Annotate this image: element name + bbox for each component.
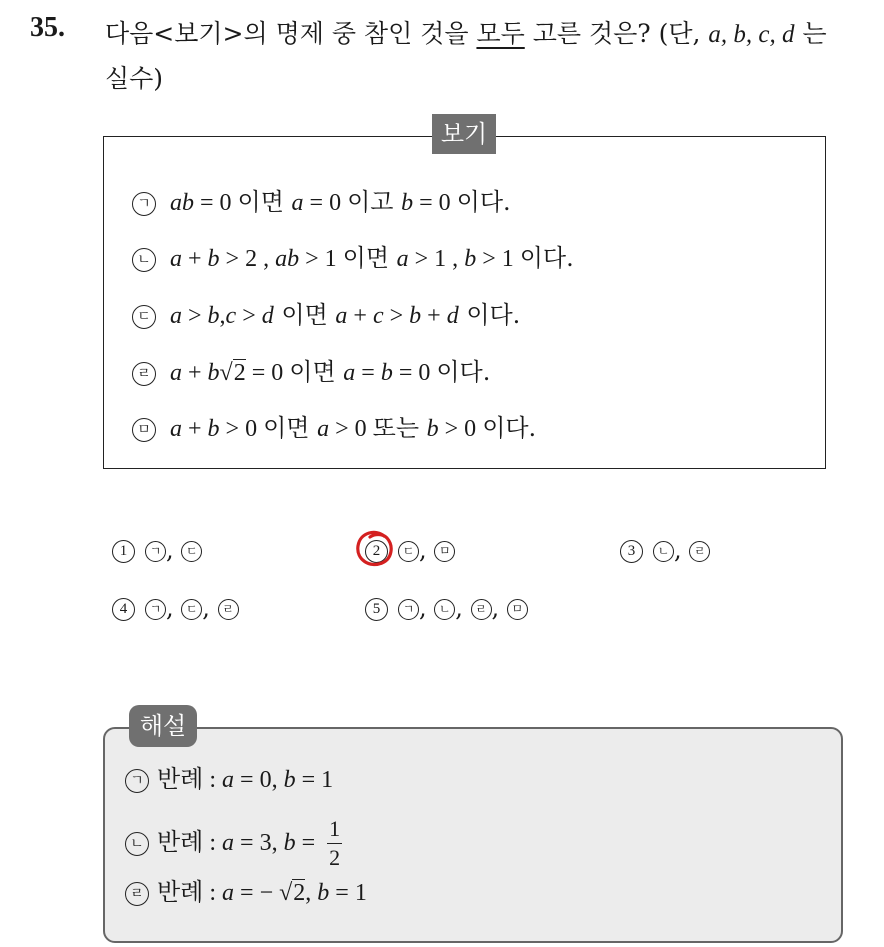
text: 이다. [456, 188, 511, 216]
math-op: > [182, 303, 208, 329]
choice-marker: ㄹ [689, 541, 710, 562]
explanation-item-2 [125, 816, 342, 870]
colon: : [203, 767, 223, 793]
choice-marker: ㄱ [145, 541, 166, 562]
explanation-label: 해설 [129, 705, 197, 747]
fraction-numerator: 1 [327, 818, 342, 844]
text: 이다. [519, 244, 574, 272]
math-term: d [446, 303, 459, 329]
math-term: b [207, 416, 220, 442]
math-op: = [295, 830, 322, 856]
math-op: > [383, 303, 410, 329]
choice-marker: ㅁ [434, 541, 455, 562]
math-op: > 0 [329, 416, 373, 442]
math-op: + [182, 416, 208, 442]
math-term: a [396, 246, 409, 272]
choice-3[interactable]: 3 ㄴ , ㄹ [620, 533, 710, 567]
math-op: = 1 [329, 880, 367, 906]
math-term: b [409, 303, 422, 329]
marker-nieun: ㄴ [125, 832, 149, 856]
math-term: ab [170, 190, 194, 216]
choice-marker: ㄹ [218, 599, 239, 620]
math-term: b [401, 190, 414, 216]
question-emphasis: 모두 [476, 19, 525, 48]
choice-marker: ㄴ [434, 599, 455, 620]
math-op: > [236, 303, 262, 329]
math-op: = 0 [194, 190, 238, 216]
bogi-item-2 [132, 241, 574, 275]
math-term: a [222, 880, 235, 906]
text: 이다. [436, 358, 491, 386]
question-text [105, 12, 865, 101]
math-term: a [222, 767, 235, 793]
choice-1[interactable]: 1 ㄱ , ㄷ [112, 533, 202, 567]
math-op: + [182, 246, 208, 272]
bogi-item-5 [132, 411, 536, 445]
text: 이다. [458, 301, 521, 329]
math-term: a [343, 360, 356, 386]
sqrt-radicand: 2 [293, 880, 306, 906]
text: 이고 [347, 188, 402, 216]
math-term: d [261, 303, 274, 329]
choice-marker: ㅁ [507, 599, 528, 620]
marker-nieun: ㄴ [132, 248, 156, 272]
math-term: a [170, 246, 182, 272]
math-op: > 2 , [219, 246, 276, 272]
text: 이면 [289, 358, 344, 386]
math-op: = [355, 360, 381, 386]
math-op: , [305, 880, 318, 906]
choice-number: 5 [365, 598, 388, 621]
math-term: a [291, 190, 304, 216]
math-op: > 1 [476, 246, 520, 272]
text: 또는 [372, 414, 427, 442]
bogi-label: 보기 [432, 114, 496, 154]
math-op: = 0 [303, 190, 348, 216]
sqrt-radicand: 2 [233, 360, 246, 386]
math-op: = − [234, 880, 280, 906]
question-text-pre: 다음<보기>의 명제 중 참인 것을 [105, 19, 477, 48]
fraction-denominator: 2 [329, 845, 341, 870]
choice-marker: ㄹ [471, 599, 492, 620]
colon: : [203, 830, 223, 856]
math-op: > 0 [219, 416, 264, 442]
math-op: + [182, 360, 208, 386]
text: 이면 [342, 244, 397, 272]
choice-marker: ㄷ [181, 599, 202, 620]
math-op: > 0 [438, 416, 483, 442]
math-term: a [170, 303, 182, 329]
choice-marker: ㄴ [653, 541, 674, 562]
choice-marker: ㄷ [181, 541, 202, 562]
text: 이면 [237, 188, 292, 216]
explanation-item-3 [125, 875, 367, 909]
math-op: = 3, [234, 830, 284, 856]
choice-number: 3 [620, 540, 643, 563]
sqrt-symbol: √2 [219, 360, 246, 386]
choice-2[interactable]: 2 ㄷ , ㅁ [365, 533, 455, 567]
question-text-end: 는 [794, 19, 827, 48]
math-term: c [372, 303, 384, 329]
marker-rieul: ㄹ [132, 362, 156, 386]
math-op: = 0 [245, 360, 290, 386]
counterexample-word: 반례 [157, 828, 204, 856]
math-term: a [170, 416, 182, 442]
choice-number: 2 [365, 540, 388, 563]
math-term: ab [275, 246, 300, 272]
math-term: a [222, 830, 235, 856]
choice-4[interactable]: 4 ㄱ , ㄷ , ㄹ [112, 591, 239, 625]
explanation-item-1 [125, 762, 333, 796]
math-term: a [317, 416, 330, 442]
math-term: b [464, 246, 477, 272]
bogi-item-1 [132, 185, 511, 219]
text: 이면 [263, 414, 318, 442]
choice-5[interactable]: 5 ㄱ , ㄴ , ㄹ , ㅁ [365, 591, 528, 625]
choice-marker: ㄱ [145, 599, 166, 620]
math-op: = 0, [234, 767, 284, 793]
math-term: b [426, 416, 439, 442]
counterexample-word: 반례 [157, 765, 204, 793]
math-term: b [380, 360, 393, 386]
math-term: c [225, 303, 237, 329]
math-op: + [347, 303, 373, 329]
marker-giyeok: ㄱ [132, 192, 156, 216]
marker-rieul: ㄹ [125, 882, 149, 906]
sqrt-symbol: √2 [279, 880, 306, 906]
math-op: > 1 , [408, 246, 465, 272]
colon: : [203, 880, 223, 906]
math-term: b [283, 767, 296, 793]
bogi-item-4 [132, 355, 490, 389]
math-term: b [207, 360, 220, 386]
marker-mieum: ㅁ [132, 418, 156, 442]
math-term: a [170, 360, 182, 386]
text: 이면 [273, 301, 336, 329]
math-term: a [335, 303, 348, 329]
math-op: = 1 [295, 767, 334, 793]
choice-number: 4 [112, 598, 135, 621]
math-term: b [207, 303, 220, 329]
fraction [327, 818, 342, 869]
text: 이다. [482, 414, 537, 442]
math-op: = 0 [413, 190, 457, 216]
math-op: > 1 [299, 246, 343, 272]
counterexample-word: 반례 [157, 878, 204, 906]
math-term: b [283, 830, 296, 856]
math-op: + [421, 303, 447, 329]
bogi-item-3 [132, 298, 520, 332]
choice-marker: ㄱ [398, 599, 419, 620]
marker-giyeok: ㄱ [125, 769, 149, 793]
marker-digeut: ㄷ [132, 305, 156, 329]
question-number: 35. [30, 12, 65, 43]
choice-marker: ㄷ [398, 541, 419, 562]
math-term: b [317, 880, 330, 906]
math-op: = 0 [392, 360, 437, 386]
question-vars: a, b, c, d [708, 21, 795, 48]
math-term: b [207, 246, 220, 272]
question-text-line2: 실수) [105, 64, 164, 93]
question-text-post: 고른 것은? (단, [524, 19, 709, 48]
math-op: , [219, 303, 226, 329]
choice-number: 1 [112, 540, 135, 563]
